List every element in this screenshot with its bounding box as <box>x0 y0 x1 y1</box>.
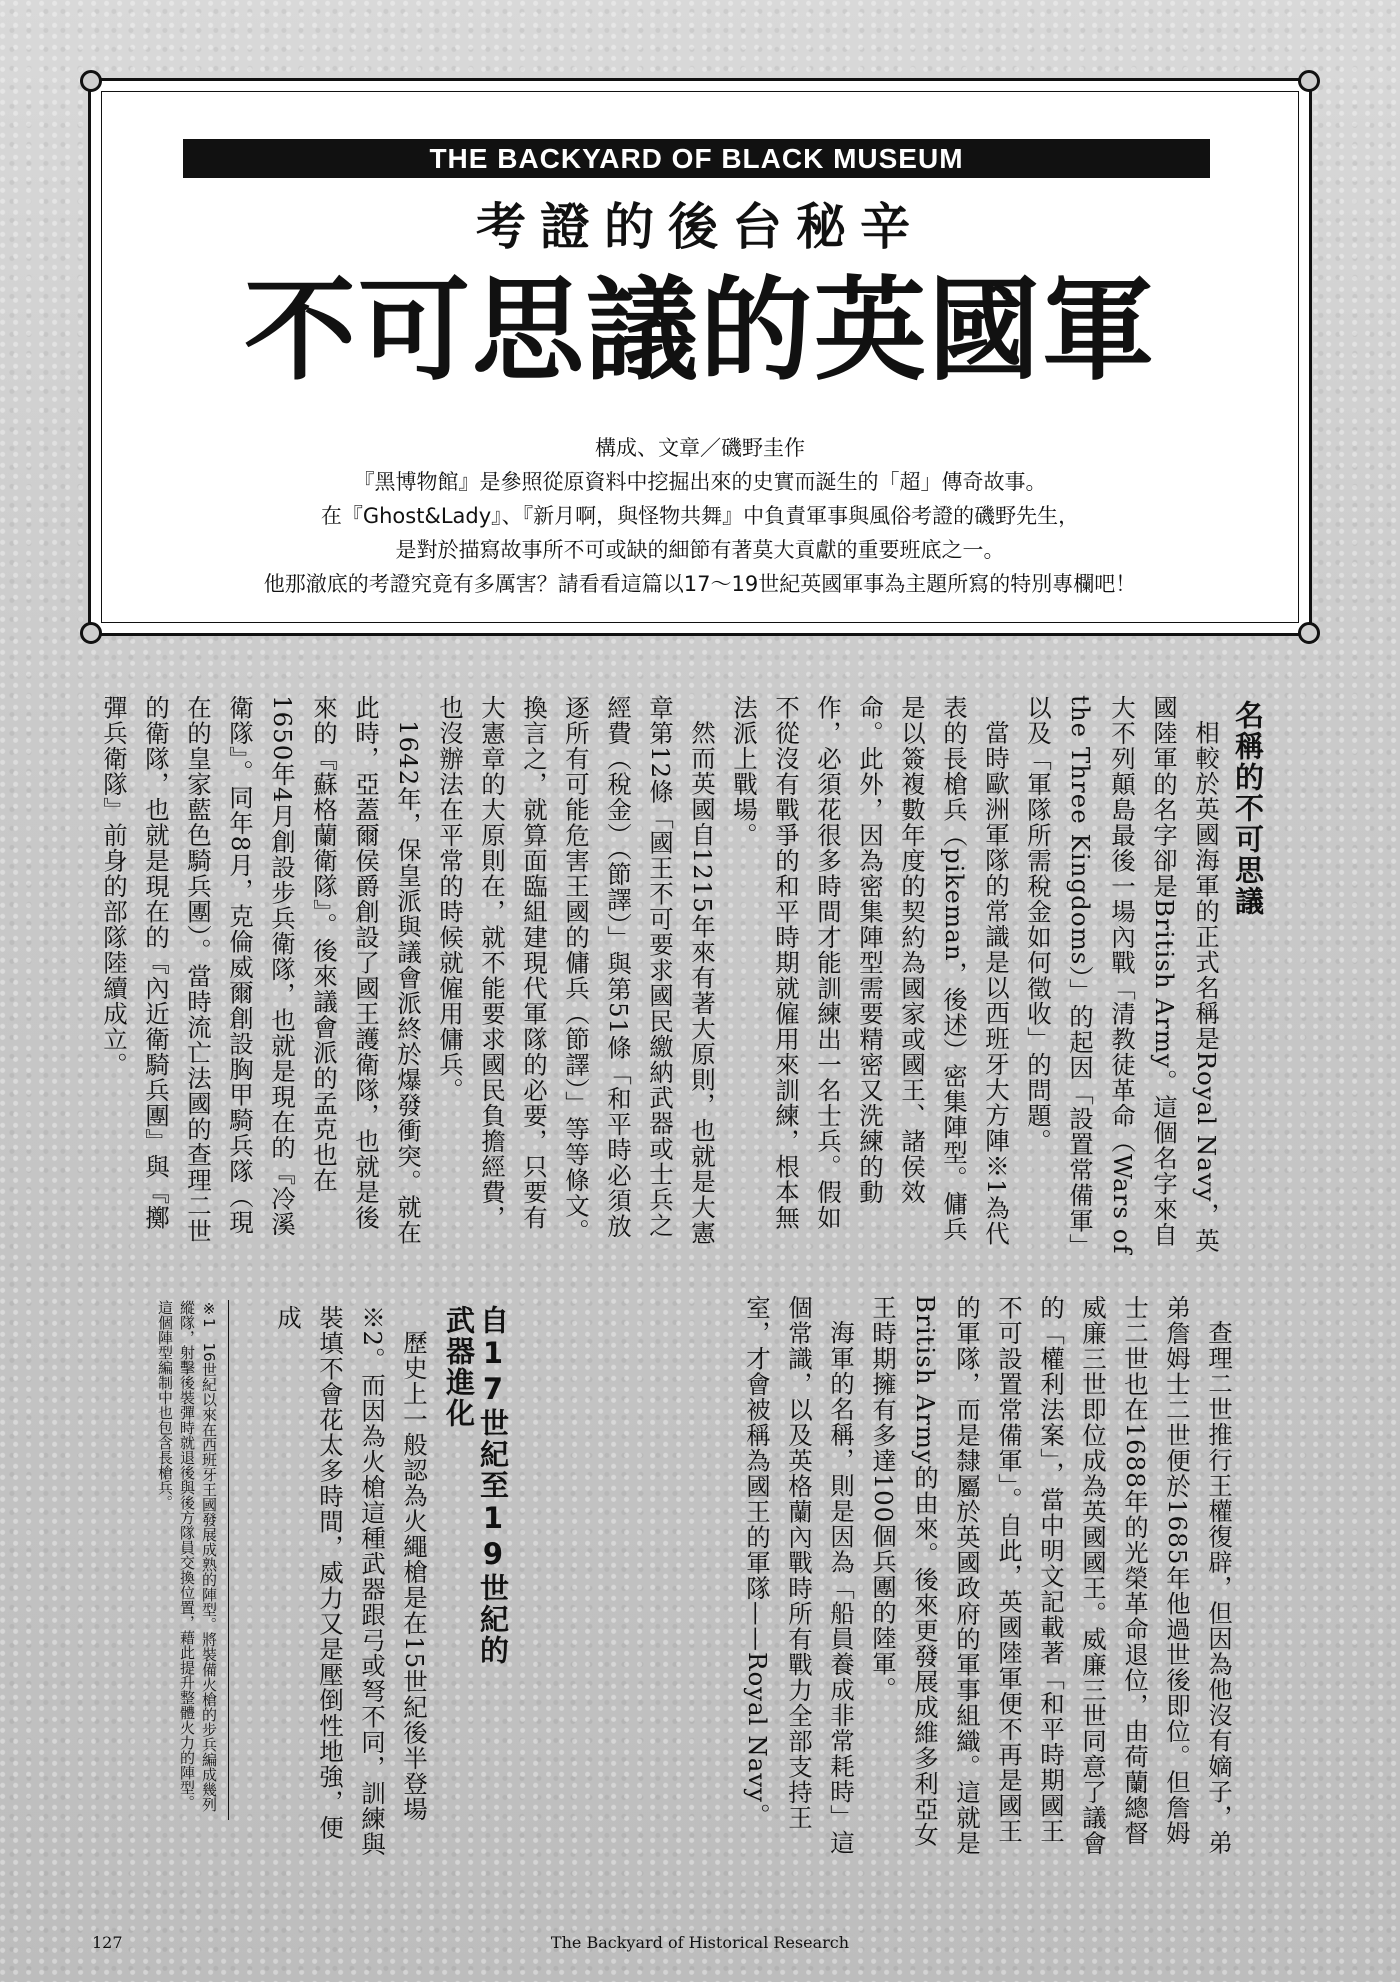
section-heading: 名稱的不可思議 <box>1231 700 1265 917</box>
paragraph: 歷史上一般認為火繩槍是在15世紀後半登場※2。而因為火槍這種武器跟弓或弩不同，訓練與裝填不會花太多時間，威力又是壓倒性地強，便成 <box>274 1305 429 1858</box>
article-subtitle: 考證的後台秘辛 <box>476 198 924 256</box>
intro-line: 是對於描寫故事所不可或缺的細節有著莫大貢獻的重要班底之一。 <box>395 538 1005 562</box>
intro-line: 他那澈底的考證究竟有多厲害？請看看這篇以17～19世紀英國軍事為主題所寫的特別專欄吧！ <box>263 572 1137 596</box>
credit-line: 構成、文章／磯野圭作 <box>595 436 805 460</box>
corner-ornament <box>1298 70 1320 92</box>
intro-block <box>91 431 1309 601</box>
paragraph: 查理二世推行王權復辟，但因為他沒有嫡子，弟弟詹姆士二世便於1685年他過世後即位。但詹姆士二世也在1688年的光榮革命退位，由荷蘭總督威廉三世即位成為英國國王。威廉三世同意了議會的「權利法案」，當中明文記載著「和平時期國王不可設置常備軍」。自此，英國陸軍便不再是國王的軍隊，而是隸屬於英國政府的軍事組織。這就是British Army的由來。後來更發展成維多利亞女王時期擁有多達100個兵團的陸軍。 <box>869 1295 1234 1856</box>
page-number: 127 <box>92 1933 123 1952</box>
paragraph: 海軍的名稱，則是因為「船員養成非常耗時」這個常識，以及英格蘭內戰時所有戰力全部支持王室，才會被稱為國王的軍隊——Royal Navy。 <box>743 1295 856 1855</box>
body-text-upper <box>62 695 1227 1255</box>
header-box <box>88 78 1312 636</box>
paragraph: 當時歐洲軍隊的常識是以西班牙大方陣※1為代表的長槍兵（pikeman，後述）密集陣型。傭兵是以簽複數年度的契約為國家或國王、諸侯效命。此外，因為密集陣型需要精密又洗練的動作，必須花很多時間才能訓練出一名士兵。假如不從沒有戰爭的和平時期就僱用來訓練，根本無法派上戰場。 <box>730 695 1011 1247</box>
intro-line: 『黑博物館』是參照從原資料中挖掘出來的史實而誕生的「超」傳奇故事。 <box>353 470 1047 494</box>
running-title: The Backyard of Historical Research <box>550 1933 850 1952</box>
footnote: ※1 16世紀以來在西班牙王國發展成熟的陣型。將裝備火槍的步兵編成幾列縱隊，射擊後裝彈時就退後與後方隊員交換位置，藉此提升整體火力的陣型。這個陣型編制中也包含長槍兵。 <box>95 1300 229 1820</box>
section-heading: 自17世紀至19世紀的武器進化 <box>442 1305 510 1666</box>
corner-ornament <box>80 622 102 644</box>
body-text-section2 <box>240 1305 435 1865</box>
series-banner: THE BACKYARD OF BLACK MUSEUM <box>183 139 1210 178</box>
paragraph: 1642年，保皇派與議會派終於爆發衝突。就在此時，亞蓋爾侯爵創設了國王護衛隊，也就是後來的『蘇格蘭衛隊』。後來議會派的孟克也在1650年4月創設步兵衛隊，也就是現在的『冷溪衛隊』。同年8月，克倫威爾創設胸甲騎兵隊（現在的皇家藍色騎兵團）。當時流亡法國的查理二世的衛隊，也就是現在的『內近衛騎兵團』與『擲彈兵衛隊』前身的部隊陸續成立。 <box>100 695 423 1245</box>
article-title: 不可思議的英國軍 <box>244 265 1156 396</box>
paragraph: 相較於英國海軍的正式名稱是Royal Navy，英國陸軍的名字卻是British Army。這個名字來自大不列顛島最後一場內戰「清教徒革命（Wars of the Three Kingdoms）」的起因「設置常備軍」以及「軍隊所需稅金如何徵收」的問題。 <box>1024 695 1221 1255</box>
corner-ornament <box>80 70 102 92</box>
intro-line: 在『Ghost&Lady』、『新月啊，與怪物共舞』中負責軍事與風俗考證的磯野先生， <box>320 504 1080 528</box>
corner-ornament <box>1298 622 1320 644</box>
paragraph: 然而英國自1215年來有著大原則，也就是大憲章第12條「國王不可要求國民繳納武器或士兵之經費（稅金）（節譯）」與第51條「和平時必須放逐所有可能危害王國的傭兵（節譯）」等等條文。換言之，就算面臨組建現代軍隊的必要，只要有大憲章的大原則在，就不能要求國民負擔經費，也沒辦法在平常的時候就僱用傭兵。 <box>436 695 717 1245</box>
